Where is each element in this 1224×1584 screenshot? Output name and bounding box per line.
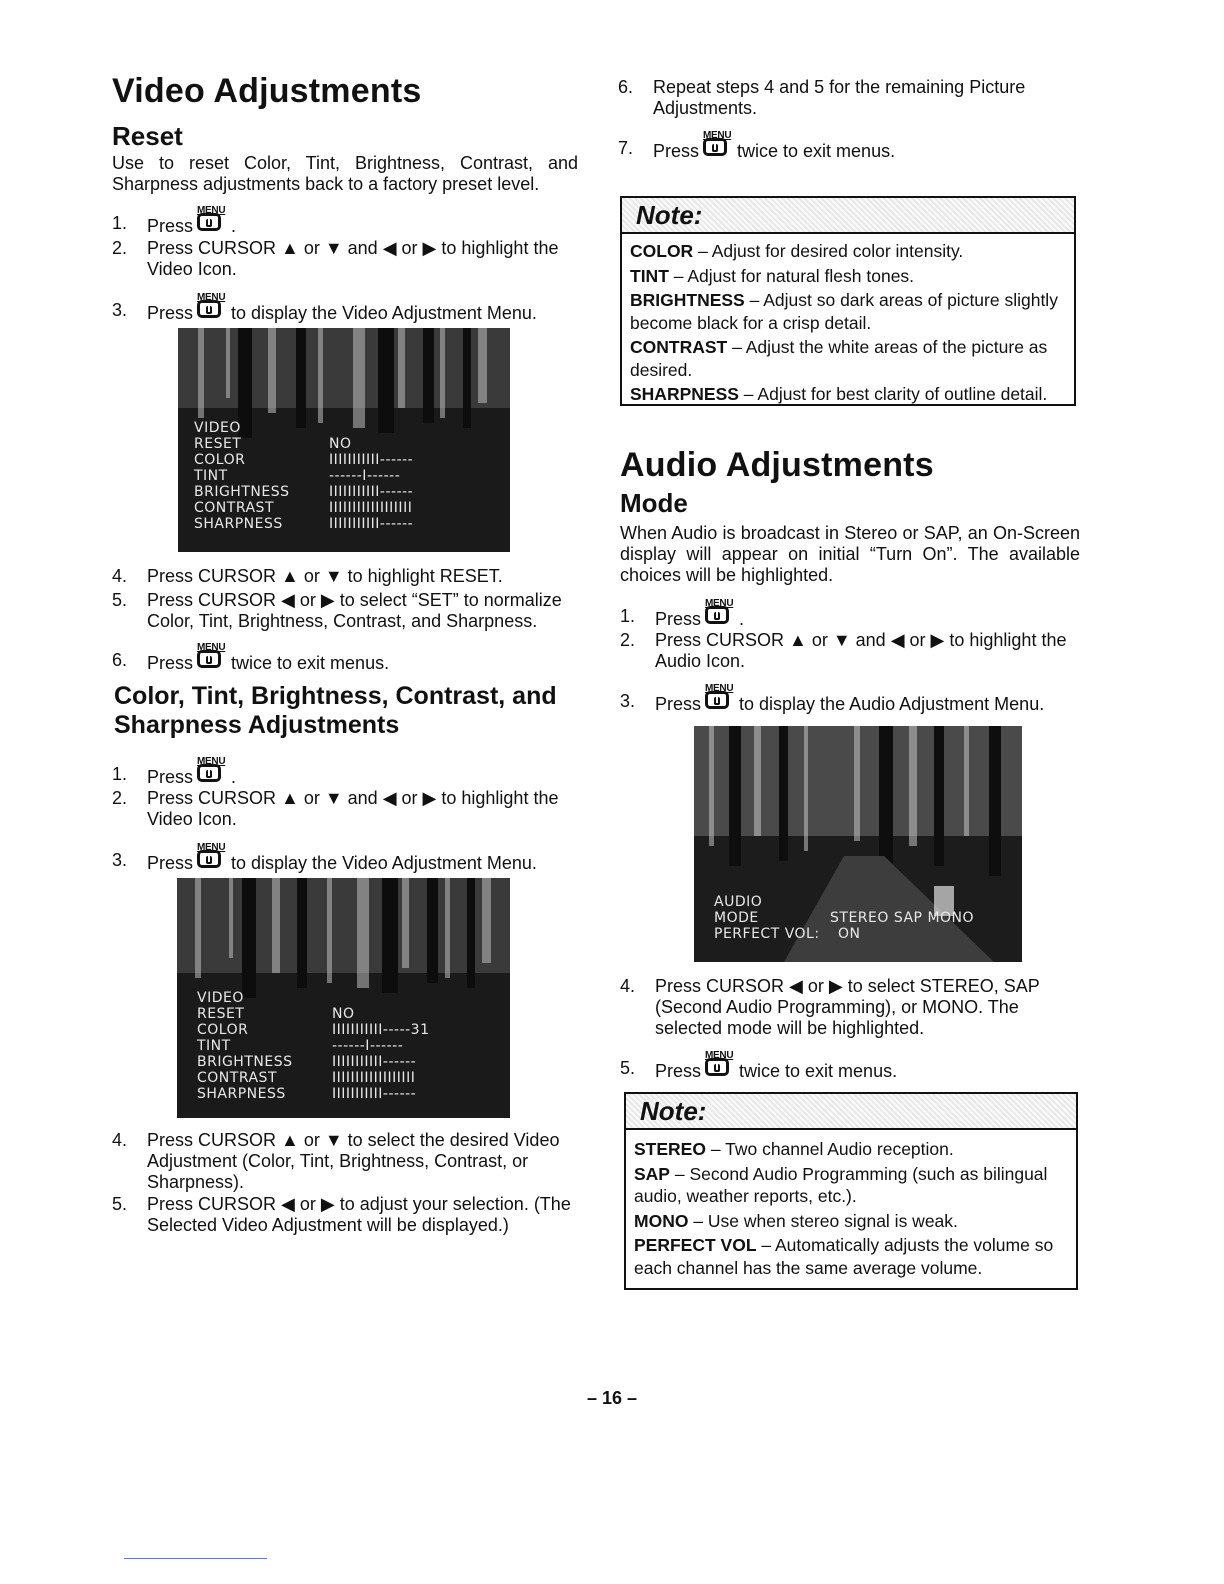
osd-row-mode[interactable]: MODE STEREO SAP MONO (714, 910, 975, 926)
reset-step-2: 2. Press CURSOR ▲ or ▼ and ◀ or ▶ to highlight the Video Icon. (112, 238, 559, 279)
audio-intro: When Audio is broadcast in Stereo or SAP, an On-Screen display will appear on initial “Turn On”. The available choices will be highlighted. (620, 523, 1080, 585)
color-step-5: 5. Press CURSOR ◀ or ▶ to adjust your selection. (The Selected Video Adjustment will be displayed.) (112, 1194, 571, 1235)
note-header: Note: (626, 1094, 1076, 1130)
menu-button-icon: MENU (705, 606, 735, 628)
osd-row[interactable]: SHARPNESS IIIIIIIIIII------ (197, 1086, 417, 1102)
color-step-4: 4. Press CURSOR ▲ or ▼ to select the desired Video Adjustment (Color, Tint, Brightness, Contrast, or Sharpness). (112, 1130, 560, 1192)
menu-button-icon: MENU (197, 650, 227, 672)
page-number: – 16 – (586, 1388, 638, 1408)
reset-step-5: 5. Press CURSOR ◀ or ▶ to select “SET” to normalize Color, Tint, Brightness, Contrast, and Sharpness. (112, 590, 562, 631)
video-menu-screen-color (177, 878, 510, 1118)
osd-row[interactable]: CONTRAST IIIIIIIIIIIIIIIIII (197, 1070, 416, 1086)
audio-step-2: 2. Press CURSOR ▲ or ▼ and ◀ or ▶ to highlight the Audio Icon. (620, 630, 1067, 671)
osd-row[interactable]: COLOR IIIIIIIIIII------ (194, 452, 414, 468)
osd-menu: VIDEO RESET NO COLOR IIIIIIIIIII------ TINT ------I------ BRIGHTNESS IIIIIIIIIII------ CONTRAST IIIIIIIIIIIIIIIIII SHARPNESS IIIIIIIIIII------ (194, 420, 504, 532)
osd-row[interactable]: COLOR IIIIIIIIIII-----31 (197, 1022, 430, 1038)
audio-title: Audio Adjustments (620, 446, 934, 484)
menu-button-icon: MENU (197, 764, 227, 786)
reset-intro: Use to reset Color, Tint, Brightness, Contrast, and Sharpness adjustments back to a factory preset level. (112, 153, 578, 194)
osd-row[interactable]: BRIGHTNESS IIIIIIIIIII------ (194, 484, 414, 500)
note-box-audio: Note: STEREO – Two channel Audio reception. SAP – Second Audio Programming (such as bilingual audio, weather reports, etc.). MONO – Use when stereo signal is weak. PERFECT VOL – Automatically adjusts the volume so each channel has the same average volume. (624, 1092, 1078, 1290)
osd-menu: VIDEO RESET NO COLOR IIIIIIIIIII-----31 TINT ------I------ BRIGHTNESS IIIIIIIIIII------ CONTRAST IIIIIIIIIIIIIIIIII SHARPNESS IIIIIIIIIII------ (197, 990, 507, 1102)
menu-button-icon: MENU (197, 850, 227, 872)
osd-row[interactable]: SHARPNESS IIIIIIIIIII------ (194, 516, 414, 532)
osd-row[interactable]: TINT ------I------ (197, 1038, 404, 1054)
section-heading-color: Color, Tint, Brightness, Contrast, and Sharpness Adjustments (114, 682, 557, 739)
menu-button-icon: MENU (705, 691, 735, 713)
section-heading-reset: Reset (112, 121, 183, 151)
footer-rule (124, 1558, 267, 1559)
menu-button-icon: MENU (197, 213, 227, 235)
menu-button-icon: MENU (197, 300, 227, 322)
menu-button-icon: MENU (703, 138, 733, 160)
note-box-video: Note: COLOR – Adjust for desired color intensity. TINT – Adjust for natural flesh tones. BRIGHTNESS – Adjust so dark areas of picture slightly become black for a crisp detail. CONTRAST – Adjust the white areas of the picture as desired. SHARPNESS – Adjust for best clarity of outline detail. (620, 196, 1076, 406)
audio-step-4: 4. Press CURSOR ◀ or ▶ to select STEREO, SAP (Second Audio Programming), or MONO. The selected mode will be highlighted. (620, 976, 1040, 1038)
osd-row[interactable]: TINT ------I------ (194, 468, 401, 484)
note-header: Note: (622, 198, 1074, 234)
osd-row[interactable]: CONTRAST IIIIIIIIIIIIIIIIII (194, 500, 413, 516)
section-heading-mode: Mode (620, 488, 688, 518)
osd-row-perfect-vol[interactable]: PERFECT VOL: ON (714, 926, 861, 942)
menu-button-icon: MENU (705, 1058, 735, 1080)
color-step-2: 2. Press CURSOR ▲ or ▼ and ◀ or ▶ to highlight the Video Icon. (112, 788, 559, 829)
video-menu-screen-reset (178, 328, 510, 552)
osd-row[interactable]: RESET NO (194, 436, 352, 452)
osd-row[interactable]: RESET NO (197, 1006, 355, 1022)
right-step-6: 6. Repeat steps 4 and 5 for the remaining Picture Adjustments. (618, 77, 1026, 118)
osd-row[interactable]: BRIGHTNESS IIIIIIIIIII------ (197, 1054, 417, 1070)
osd-audio-menu: AUDIO MODE STEREO SAP MONO PERFECT VOL: ON (714, 894, 1014, 942)
audio-menu-screen (694, 726, 1022, 962)
page-title: Video Adjustments (112, 72, 422, 110)
